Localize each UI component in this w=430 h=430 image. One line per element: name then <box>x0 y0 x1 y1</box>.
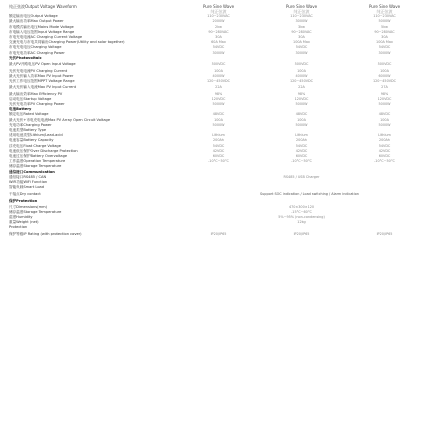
spec-row-value-a: 48VDC <box>212 112 225 117</box>
spec-row-label: 通信接口RS485 / CAN <box>9 174 47 179</box>
spec-row-label: 通信接口Communication <box>9 169 55 174</box>
spec-row-value-b: -15°C~60°C <box>291 209 312 214</box>
spec-row <box>9 117 427 122</box>
spec-row-value-c: 100A Max <box>376 40 393 45</box>
spec-row-label: Protection <box>9 225 28 230</box>
spec-row-value-c: 120VDC <box>377 96 392 101</box>
spec-row-value-a: Lithium <box>212 133 225 138</box>
header-col-a-sub: 纯正弦波 <box>210 9 227 14</box>
spec-row-label: 电池过压保护Battery Overvoltage <box>9 153 68 158</box>
spec-row-label: 重量Weight (net) <box>9 220 39 225</box>
spec-row-value-c: 110~230VAC <box>373 14 396 19</box>
spec-row-label: WiFi功能WiFi Function <box>9 179 48 184</box>
spec-row-value-c: 60VDC <box>378 153 391 158</box>
spec-row-value-b: 500VDC <box>294 62 309 67</box>
spec-row-value-b: -10°C~50°C <box>291 159 312 164</box>
spec-row-label: 启动电压Startup Voltage <box>9 96 52 101</box>
spec-row-value-c: 120~450VDC <box>372 78 397 83</box>
spec-row-value-a: 54VDC <box>212 45 225 50</box>
spec-row-value-b: 4000W <box>295 73 308 78</box>
spec-row-label: 市电输入电压范围Input Voltage Range <box>9 29 75 34</box>
spec-row-value-c: 5000W <box>378 19 391 24</box>
spec-row-value-a: 90~280VAC <box>208 29 229 34</box>
spec-row-value-c: IP20/IP65 <box>376 231 393 236</box>
spec-row <box>9 50 427 55</box>
spec-row-value-b: 48VDC <box>295 112 308 117</box>
spec-row-label: 湿度Humidity <box>9 215 33 220</box>
spec-row <box>9 30 427 35</box>
spec-row-value-b: 54VDC <box>295 143 308 148</box>
spec-row-value-b: Lithium <box>295 133 308 138</box>
spec-row-label: 适用电池类型Lithium/Lead-acid <box>9 133 63 138</box>
spec-row-value-b: 90~280VAC <box>291 29 312 34</box>
spec-row-value-c: 90~280VAC <box>374 29 395 34</box>
spec-row-label: 光伏充电功率PV Charging Power <box>9 102 65 107</box>
spec-row-label: 最大光伏输入电流Max PV Input Current <box>9 85 77 90</box>
spec-row-value-a: 200Ah <box>213 138 224 143</box>
spec-row-value-c: Lithium <box>378 133 391 138</box>
spec-row-value-a: 5000W <box>212 122 225 127</box>
spec-row-value-c: 54VDC <box>378 143 391 148</box>
spec-row-value-b: 100A <box>297 68 306 73</box>
spec-row-label: 浮充电压Float Charge Voltage <box>9 143 61 148</box>
spec-row-value-c: 3000W <box>378 50 391 55</box>
spec-row <box>9 40 427 45</box>
spec-row-value-a: 100A <box>214 117 223 122</box>
spec-row-value-c: 5kw <box>381 24 388 29</box>
spec-row-value-a: 54VDC <box>212 143 225 148</box>
spec-row-value-a: 5000W <box>212 102 225 107</box>
spec-row-value-a: 22A <box>215 85 222 90</box>
spec-row <box>9 97 427 102</box>
spec-row-value-b: 120VDC <box>294 96 309 101</box>
spec-row-label: 智能负载Smart Load <box>9 185 45 190</box>
spec-row-value-b: 110~230VAC <box>290 14 313 19</box>
spec-row-value-b: 60VDC <box>295 153 308 158</box>
spec-row-label: 充电功率Charging Power <box>9 122 52 127</box>
spec-row-label: 最大输出功率Max Output Power <box>9 19 64 24</box>
spec-row-value-c: 27A <box>381 85 388 90</box>
spec-row-label: 光伏工作电压范围MPPT Voltage Range <box>9 78 75 83</box>
spec-row <box>9 68 427 73</box>
spec-row <box>9 154 427 159</box>
spec-row <box>9 91 427 96</box>
spec-row-label: 电池类型Battery Type <box>9 128 47 133</box>
spec-row-value-a: 2000W <box>212 19 225 24</box>
spec-row <box>9 102 427 107</box>
spec-row-label: 市电模式输出电压Mains Mode Voltage <box>9 24 74 29</box>
spec-row <box>9 143 427 148</box>
header-col-b-title: Pure Sine Wave <box>285 4 318 9</box>
spec-row <box>9 230 427 238</box>
spec-row-value-a: -10°C~50°C <box>208 159 229 164</box>
spec-row-value-b: 98% <box>297 91 306 96</box>
spec-row-label: 光伏Photovoltaic <box>9 55 42 60</box>
spec-row-value-a: 120~450VDC <box>206 78 231 83</box>
spec-row-value-a: 2kw <box>215 24 222 29</box>
spec-row-value-a: 60A Max <box>211 40 226 45</box>
spec-row-value-a: 120VDC <box>211 96 226 101</box>
spec-row-value-a: 100A <box>214 68 223 73</box>
header-col-c-title: Pure Sine Wave <box>368 4 401 9</box>
spec-row <box>9 61 427 69</box>
spec-row-value-c: 500VDC <box>377 62 392 67</box>
spec-row-value-b: Support SOC indication / Load switching / Alarm indication <box>260 192 359 197</box>
spec-row-label: 尺寸Dimensions(mm) <box>9 204 47 209</box>
spec-row <box>9 133 427 138</box>
spec-row-value-c: 5000W <box>378 122 391 127</box>
spec-row-value-b: 5000W <box>295 102 308 107</box>
spec-row-value-b: RS485 / USB Charger <box>283 174 320 179</box>
spec-row-value-c: 30A <box>381 35 388 40</box>
spec-row-value-b: 5000W <box>295 122 308 127</box>
spec-row-value-a: 3000W <box>212 50 225 55</box>
spec-row <box>9 138 427 143</box>
header-col-a-title: Pure Sine Wave <box>202 4 235 9</box>
spec-row-value-b: IP20/IP65 <box>293 231 310 236</box>
spec-row <box>9 84 427 92</box>
spec-row-label: 储存温度Storage Temperature <box>9 164 62 169</box>
spec-row-value-c: 48VDC <box>378 112 391 117</box>
spec-row-value-b: 3kw <box>298 24 305 29</box>
spec-row-value-b: 470×300×120 <box>288 204 315 209</box>
spec-row <box>9 19 427 24</box>
spec-row-label: 光伏充电电流PV Charging Current <box>9 68 68 73</box>
spec-row-label: 市电充电电压Charging Voltage <box>9 45 62 50</box>
spec-row-value-c: 200Ah <box>379 138 390 143</box>
spec-row-value-b: 200Ah <box>296 138 307 143</box>
spec-row-label: 最大光伏输入功率Max PV Input Power <box>9 73 74 78</box>
spec-rows <box>9 14 427 238</box>
spec-row-value-b: 100A <box>297 117 306 122</box>
header-col-c <box>343 4 426 14</box>
spec-row-value-b: 54VDC <box>295 45 308 50</box>
spec-row-value-c: 100A <box>380 68 389 73</box>
spec-row-label: 干接点Dry contact <box>9 192 41 197</box>
header-col-b <box>260 4 343 14</box>
spec-row-value-c: -10°C~50°C <box>374 159 395 164</box>
spec-row-value-c: 5000W <box>378 102 391 107</box>
spec-row <box>9 79 427 84</box>
spec-row <box>9 24 427 29</box>
spec-row-label: 市电充电电流AC Charging Current Voltage <box>9 35 83 40</box>
spec-row-label: 工作温度Operation Temperature <box>9 159 66 164</box>
spec-row-value-a: 30A <box>215 35 222 40</box>
spec-row <box>9 159 427 164</box>
spec-row-label: 额定电压Rated Voltage <box>9 112 49 117</box>
spec-header <box>9 4 427 14</box>
spec-row-value-b: 30A <box>298 35 305 40</box>
spec-row-value-b: 5%~95% (non-condensing) <box>278 215 325 220</box>
spec-row <box>9 112 427 117</box>
spec-row <box>9 45 427 50</box>
spec-row-value-b: 3000W <box>295 50 308 55</box>
spec-row <box>9 73 427 78</box>
spec-row-value-c: 98% <box>380 91 389 96</box>
spec-row-value-b: 22A <box>298 85 305 90</box>
spec-row-label: 额定输出电压Output Voltage <box>9 14 58 19</box>
spec-row <box>9 149 427 154</box>
spec-row-value-b: 12kg <box>297 220 306 225</box>
spec-row-value-a: 42VDC <box>212 148 225 153</box>
spec-row-value-a: 4000W <box>212 73 225 78</box>
spec-row-value-a: 110~230VAC <box>207 14 230 19</box>
spec-row-label: 储存温度Storage Temperature <box>9 209 62 214</box>
spec-row-label: 电池低压保护Over Discharge Protection <box>9 148 78 153</box>
spec-row-value-a: 60VDC <box>212 153 225 158</box>
spec-row-label: 电池Battery <box>9 107 32 112</box>
spec-row-value-a: IP20/IP65 <box>210 231 227 236</box>
spec-row <box>9 123 427 128</box>
spec-row-value-a: 98% <box>214 91 223 96</box>
spec-row-label: 最大光伏+市电充电电流Max PV Array Open Circuit Voltage <box>9 117 111 122</box>
spec-row-label: 最大PV开路电压PV Open Input Voltage <box>9 62 76 67</box>
header-col-c-sub: 纯正弦波 <box>376 9 393 14</box>
spec-row-value-b: 120~450VDC <box>289 78 314 83</box>
spec-row-value-b: 42VDC <box>295 148 308 153</box>
header-col-b-sub: 纯正弦波 <box>293 9 310 14</box>
spec-row-value-b: 100A Max <box>293 40 310 45</box>
header-label-cell <box>9 4 177 9</box>
spec-row <box>9 190 427 199</box>
spec-row-value-c: 6000W <box>378 73 391 78</box>
spec-row-value-c: 54VDC <box>378 45 391 50</box>
spec-row-label: 市电充电功率AC Charging Power <box>9 50 65 55</box>
header-col-a <box>177 4 260 14</box>
spec-row-value-c: 100A <box>380 117 389 122</box>
spec-row-label: 保护Protection <box>9 199 38 204</box>
spec-row-label: 保护等级IP Rating (with protection cover) <box>9 231 82 236</box>
spec-row-value-a: 500VDC <box>211 62 226 67</box>
spec-row-label: 交流充电与市电共同输出Charging Power(Utility and solar together) <box>9 40 125 45</box>
spec-row <box>9 14 427 19</box>
spec-row-label: 电池容量Battery Capacity <box>9 138 54 143</box>
header-label-title: 纯正弦波Output Voltage Waveform <box>9 4 77 9</box>
spec-row-value-c: 42VDC <box>378 148 391 153</box>
spec-row-label: 最大输出效率Max Efficiency PV <box>9 91 63 96</box>
spec-row-value-b: 3000W <box>295 19 308 24</box>
